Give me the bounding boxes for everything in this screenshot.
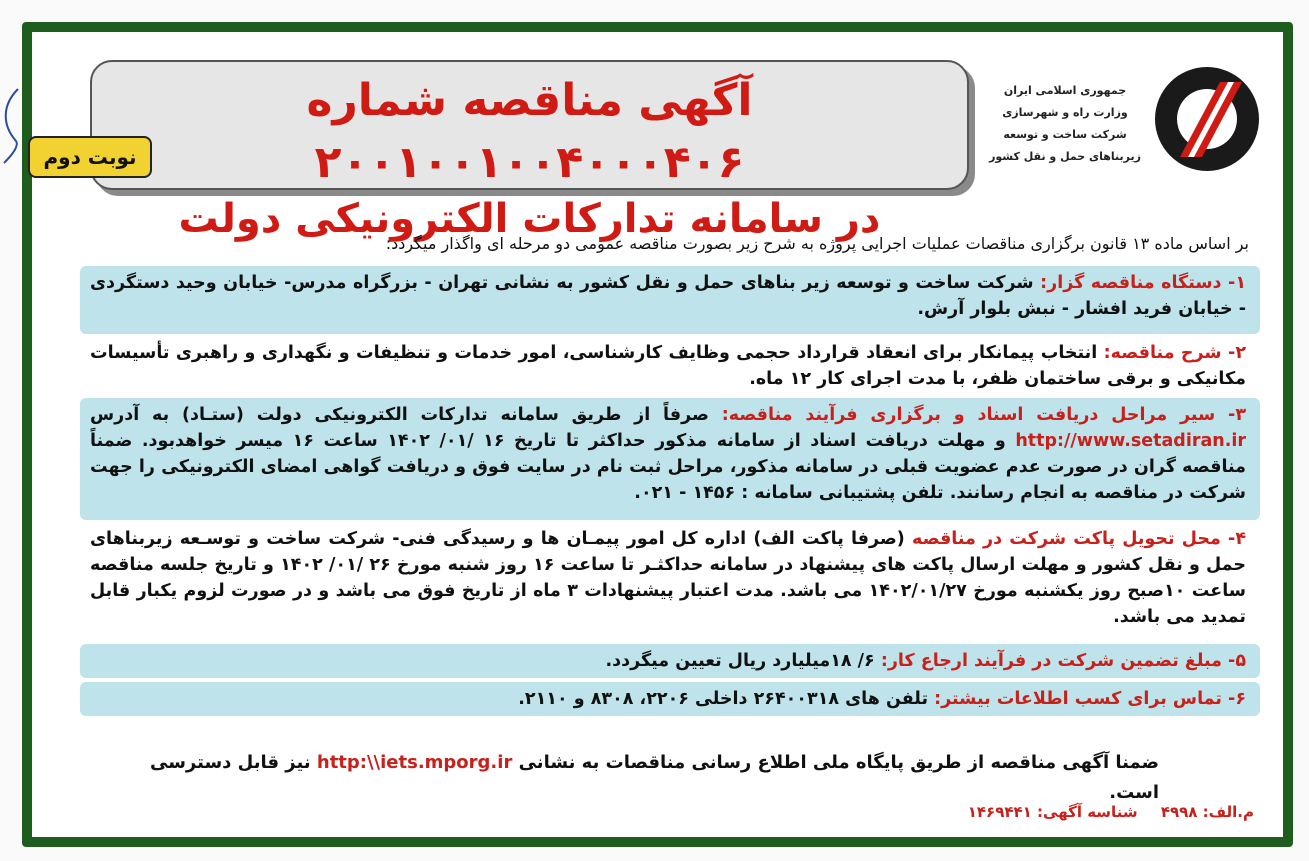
item-text: (صرفا پاکت الف) اداره کل امور پیمـان ها و رسیدگی فنی- شرکت ساخت و توسـعه زیربناهای حمل و نقل کشور و مهلت ارسال پاکت های پیشنهاد در سامانه حداکثـر تا ساعت ۱۶ روز شنبه مورخ ۲۶ /۰۱/ ۱۴۰۲ و تاریخ جلسه مناقصه ساعت ۱۰صبح روز یکشنبه مورخ ۱۴۰۲/۰۱/۲۷ می باشد. مدت اعتبار پیشنهادات ۳ ماه از تاریخ فوق می باشد و در صورت لزوم یکبار قابل تمدید می باشد. [90,529,1246,627]
item-head: ۵- مبلغ تضمین شرکت در فرآیند ارجاع کار: [880,651,1246,671]
item-guarantee [80,644,1260,678]
notice-id: شناسه آگهی: ۱۴۶۹۴۴۱ [967,803,1138,821]
item-head: ۶- تماس برای کسب اطلاعات بیشتر: [934,689,1246,709]
notice-title: آگهی مناقصه شماره ۲۰۰۱۰۰۱۰۰۴۰۰۰۴۰۶ [306,75,753,188]
item-text: و مهلت دریافت اسناد از سامانه مذکور حداکثر تا تاریخ ۱۶ /۰۱/ ۱۴۰۲ ساعت ۱۶ میسر خواهدبود. ضمناً مناقصه گران در صورت عدم عضویت قبلی در سامانه مذکور، مراحل ثبت نام در سایت فوق و دریافت گواهی امضای الکترونیکی را جهت شرکت در مناقصه به انجام رسانند. تلفن پشتیبانی سامانه : ۱۴۵۶ - ۰۲۱. [90,431,1246,503]
item-head: ۴- محل تحویل پاکت شرکت در مناقصه [911,529,1246,549]
item-organizer [80,266,1260,334]
org-line-2: وزارت راه و شهرسازی [1002,106,1128,119]
notice-title-box [90,60,969,242]
notice-code: م.الف: ۴۹۹۸ [1160,803,1254,821]
round-badge: نوبت دوم [28,136,152,178]
item-text: تلفن های ۲۶۴۰۰۳۱۸ داخلی ۲۲۰۶، ۸۳۰۸ و ۲۱۱۰. [518,689,935,709]
item-text: ۶/ ۱۸میلیارد ریال تعیین میگردد. [605,651,881,671]
notice-subtitle: در سامانه تدارکات الکترونیکی دولت [178,196,881,242]
item-text: صرفاً از طریق سامانه تدارکات الکترونیکی دولت (ستـاد) به آدرس [90,405,722,425]
org-line-1: جمهوری اسلامی ایران [1003,84,1127,97]
footer-text: ضمنا آگهی مناقصه از طریق پایگاه ملی اطلاع رسانی مناقصات به نشانی [512,752,1159,773]
item-procedure [80,398,1260,520]
notice-meta [950,803,1254,821]
margin-scribble [0,85,22,165]
item-description [80,336,1260,396]
iets-link[interactable]: http:\\iets.mporg.ir [316,752,513,773]
item-text: شرکت ساخت و توسعه زیر بناهای حمل و نقل کشور به نشانی تهران - بزرگراه مدرس- خیابان وحید دستگردی - خیابان فرید افشار - نبش بلوار آرش. [90,273,1246,319]
item-contact [80,682,1260,716]
setadiran-link[interactable]: http://www.setadiran.ir [1015,431,1246,451]
footer-text: نیز قابل دسترسی است. [150,752,1159,803]
organization-logo [1150,62,1265,177]
item-text: انتخاب پیمانکار برای انعقاد قرارداد حجمی وظایف کارشناسی، امور خدمات و تنظیفات و نگهداری و راهبری تأسیسات مکانیکی و برقی ساختمان ظفر، با مدت اجرای کار ۱۲ ماه. [90,343,1246,389]
footer-note [139,748,1159,808]
item-head: ۱- دستگاه مناقصه گزار: [1040,273,1246,293]
item-head: ۳- سیر مراحل دریافت اسناد و برگزاری فرآیند مناقصه: [721,405,1246,425]
items-list [80,266,1260,716]
intro-paragraph: بر اساس ماده ۱۳ قانون برگزاری مناقصات عملیات اجرایی پروژه به شرح زیر بصورت مناقصه عمومی دو مرحله ای واگذار میگردد: [385,234,1249,253]
organization-name [980,80,1150,170]
org-line-3: شرکت ساخت و توسعه زیربناهای حمل و نقل کشور [989,128,1141,163]
item-delivery [80,522,1260,642]
item-head: ۲- شرح مناقصه: [1103,343,1246,363]
